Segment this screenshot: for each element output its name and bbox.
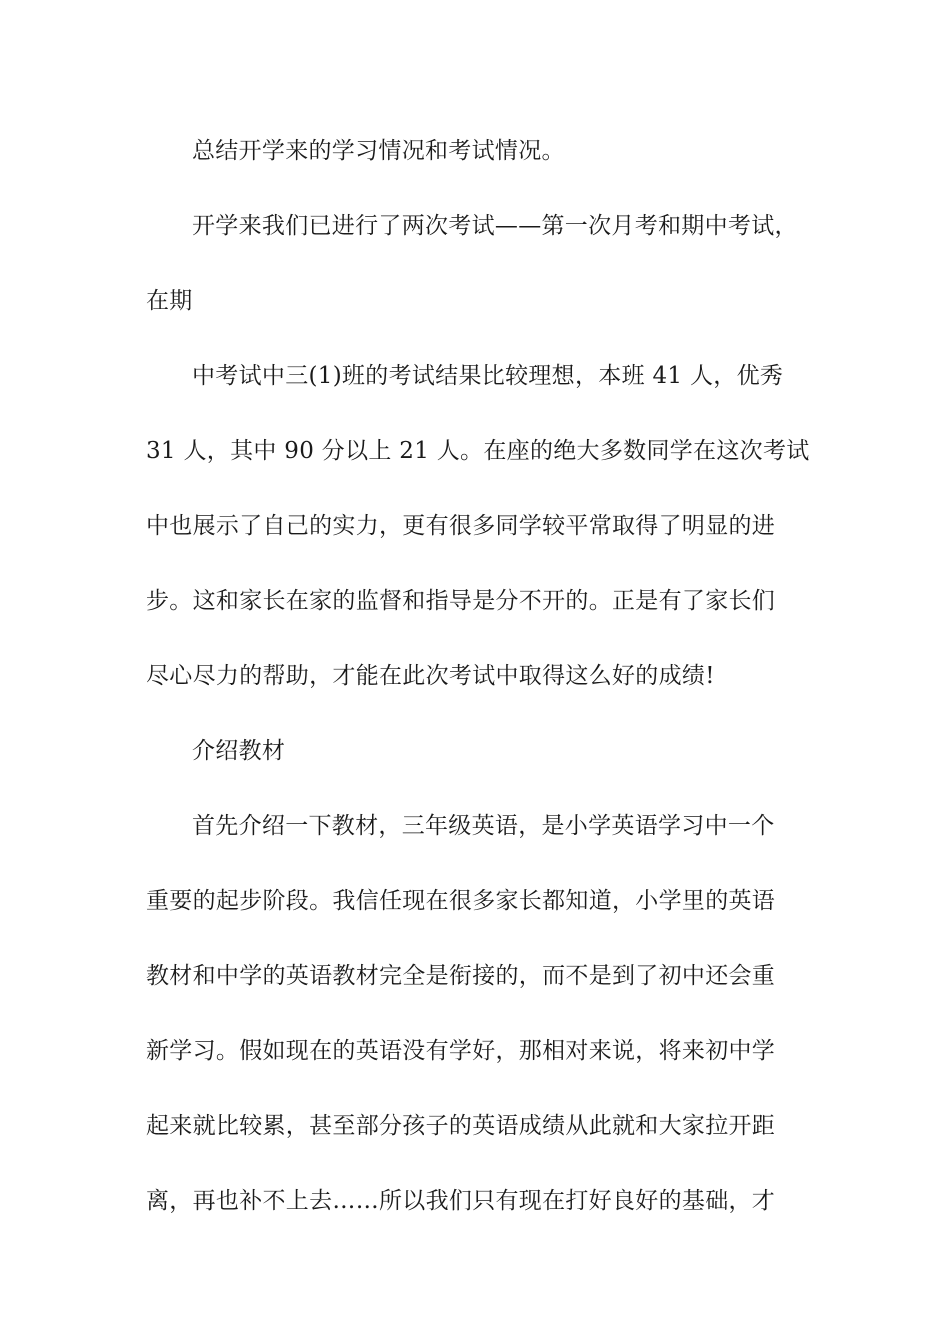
paragraph-line: 首先介绍一下教材，三年级英语，是小学英语学习中一个 bbox=[192, 813, 775, 839]
paragraph-line: 离，再也补不上去……所以我们只有现在打好良好的基础，才 bbox=[146, 1188, 776, 1214]
paragraph-line: 新学习。假如现在的英语没有学好，那相对来说，将来初中学 bbox=[146, 1038, 776, 1064]
paragraph-line: 步。这和家长在家的监督和指导是分不开的。正是有了家长们 bbox=[146, 588, 776, 614]
paragraph-line: 重要的起步阶段。我信任现在很多家长都知道，小学里的英语 bbox=[146, 888, 776, 914]
paragraph-line: 31 人，其中 90 分以上 21 人。在座的绝大多数同学在这次考试 bbox=[146, 438, 810, 464]
section-heading: 介绍教材 bbox=[192, 738, 286, 764]
paragraph-line: 总结开学来的学习情况和考试情况。 bbox=[192, 138, 565, 164]
paragraph-line: 中考试中三(1)班的考试结果比较理想，本班 41 人，优秀 bbox=[192, 363, 784, 389]
paragraph-line: 教材和中学的英语教材完全是衔接的，而不是到了初中还会重 bbox=[146, 963, 776, 989]
paragraph-line: 尽心尽力的帮助，才能在此次考试中取得这么好的成绩! bbox=[146, 663, 715, 689]
paragraph-line: 起来就比较累，甚至部分孩子的英语成绩从此就和大家拉开距 bbox=[146, 1113, 776, 1139]
paragraph-line: 在期 bbox=[146, 288, 193, 314]
paragraph-line: 中也展示了自己的实力，更有很多同学较平常取得了明显的进 bbox=[146, 513, 776, 539]
paragraph-line: 开学来我们已进行了两次考试——第一次月考和期中考试， bbox=[192, 213, 798, 239]
